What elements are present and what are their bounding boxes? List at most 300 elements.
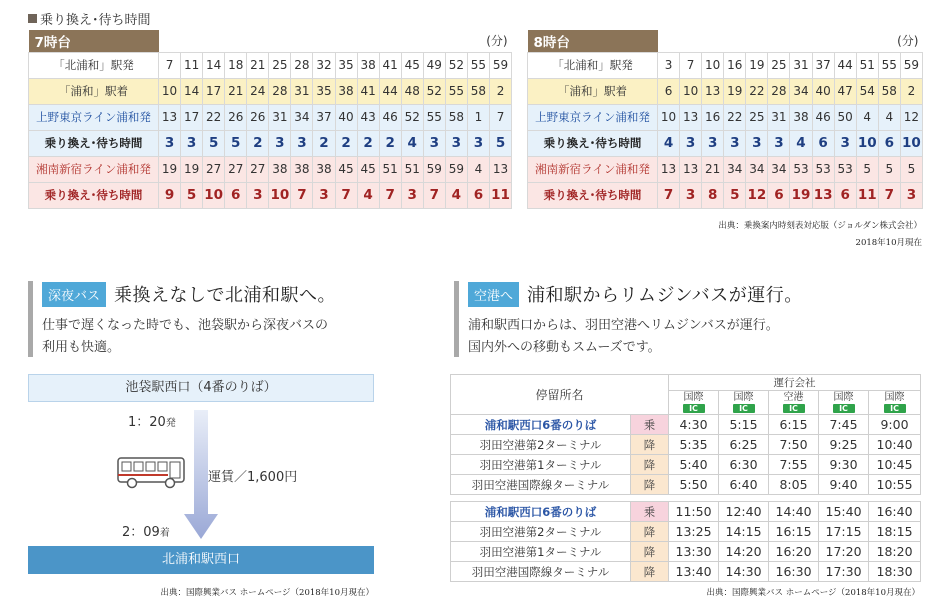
time-cell: 3 bbox=[181, 130, 203, 156]
timetable-date: 2018年10月現在 bbox=[855, 238, 922, 248]
time-cell: 5 bbox=[724, 182, 746, 208]
time-cell: 6:30 bbox=[719, 455, 769, 475]
time-cell: 7 bbox=[658, 182, 680, 208]
time-cell: 14 bbox=[181, 78, 203, 104]
time-cell: 1 bbox=[467, 104, 489, 130]
time-cell: 10 bbox=[159, 78, 181, 104]
time-cell: 17:15 bbox=[819, 522, 869, 542]
time-cell: 5:15 bbox=[719, 415, 769, 435]
time-cell: 10:55 bbox=[869, 475, 921, 495]
time-cell: 6:25 bbox=[719, 435, 769, 455]
alight-mark: 降 bbox=[631, 562, 669, 582]
time-cell: 45 bbox=[335, 156, 357, 182]
stop-row bbox=[451, 415, 921, 435]
row-label: 「浦和」駅着 bbox=[528, 78, 658, 104]
row-label: 上野東京ライン浦和発 bbox=[29, 104, 159, 130]
gap-cell bbox=[451, 495, 921, 502]
time-cell: 38 bbox=[291, 156, 313, 182]
time-cell: 10 bbox=[856, 130, 878, 156]
time-cell: 3 bbox=[768, 130, 790, 156]
time-cell: 4 bbox=[445, 182, 467, 208]
night-bus-badge: 深夜バス bbox=[42, 282, 106, 307]
time-cell: 3 bbox=[834, 130, 856, 156]
time-cell: 17 bbox=[181, 104, 203, 130]
time-cell: 7 bbox=[291, 182, 313, 208]
alight-mark: 降 bbox=[631, 475, 669, 495]
time-cell: 10 bbox=[702, 52, 724, 78]
time-cell: 27 bbox=[225, 156, 247, 182]
time-cell: 58 bbox=[445, 104, 467, 130]
time-cell: 10 bbox=[680, 78, 702, 104]
time-cell: 58 bbox=[878, 78, 900, 104]
time-cell: 37 bbox=[812, 52, 834, 78]
time-cell: 14:30 bbox=[719, 562, 769, 582]
time-cell: 18:15 bbox=[869, 522, 921, 542]
time-cell: 18:20 bbox=[869, 542, 921, 562]
time-cell: 5 bbox=[878, 156, 900, 182]
time-cell: 52 bbox=[401, 104, 423, 130]
stop-row bbox=[451, 562, 921, 582]
row-label: 乗り換え･待ち時間 bbox=[29, 130, 159, 156]
row-urawa-arr bbox=[29, 78, 512, 104]
row-kitaurawa-dep bbox=[528, 52, 923, 78]
time-cell: 59 bbox=[489, 52, 511, 78]
time-cell: 14:20 bbox=[719, 542, 769, 562]
limousine-timetable bbox=[450, 374, 921, 582]
night-bus-feature bbox=[28, 281, 438, 359]
time-cell: 31 bbox=[790, 52, 812, 78]
time-cell: 7 bbox=[335, 182, 357, 208]
airport-body-line2: 国内外への移動もスムーズです。 bbox=[468, 340, 661, 355]
time-cell: 8 bbox=[702, 182, 724, 208]
time-cell: 28 bbox=[291, 52, 313, 78]
stop-name: 浦和駅西口6番のりば bbox=[451, 415, 631, 435]
time-cell: 44 bbox=[834, 52, 856, 78]
time-cell: 19 bbox=[724, 78, 746, 104]
time-cell: 26 bbox=[247, 104, 269, 130]
time-cell: 19 bbox=[181, 156, 203, 182]
board-mark: 乗 bbox=[631, 415, 669, 435]
time-cell: 41 bbox=[379, 52, 401, 78]
time-cell: 21 bbox=[702, 156, 724, 182]
board-mark: 乗 bbox=[631, 502, 669, 522]
row-label: 上野東京ライン浦和発 bbox=[528, 104, 658, 130]
ic-card-icon: IC bbox=[783, 404, 805, 413]
time-cell: 16 bbox=[702, 104, 724, 130]
time-cell: 6 bbox=[225, 182, 247, 208]
time-cell: 34 bbox=[746, 156, 768, 182]
time-cell: 22 bbox=[724, 104, 746, 130]
operator-name: 国際 bbox=[733, 391, 754, 403]
time-cell: 55 bbox=[445, 78, 467, 104]
time-cell: 3 bbox=[702, 130, 724, 156]
row-shonan-dep bbox=[29, 156, 512, 182]
airport-source: 出典：国際興業バス ホームページ（2018年10月現在） bbox=[706, 588, 920, 598]
depart-suffix: 発 bbox=[165, 418, 176, 429]
airport-feature bbox=[454, 281, 924, 359]
time-cell: 38 bbox=[269, 156, 291, 182]
time-cell: 13 bbox=[658, 156, 680, 182]
time-cell: 2 bbox=[357, 130, 379, 156]
ic-card-icon: IC bbox=[884, 404, 906, 413]
time-cell: 7 bbox=[878, 182, 900, 208]
ic-card-icon: IC bbox=[733, 404, 755, 413]
night-bus-body-line1: 仕事で遅くなった時でも、池袋駅から深夜バスの bbox=[42, 318, 329, 333]
time-cell: 40 bbox=[335, 104, 357, 130]
time-cell: 3 bbox=[269, 130, 291, 156]
time-cell: 14:15 bbox=[719, 522, 769, 542]
time-cell: 59 bbox=[445, 156, 467, 182]
time-cell: 55 bbox=[467, 52, 489, 78]
stop-name: 羽田空港第2ターミナル bbox=[451, 435, 631, 455]
time-cell: 16:30 bbox=[769, 562, 819, 582]
time-cell: 10 bbox=[269, 182, 291, 208]
time-cell: 3 bbox=[423, 130, 445, 156]
unit-label: (分) bbox=[897, 34, 919, 49]
time-cell: 34 bbox=[790, 78, 812, 104]
section-title bbox=[28, 9, 151, 28]
time-cell: 58 bbox=[467, 78, 489, 104]
stop-header: 停留所名 bbox=[451, 375, 669, 415]
time-cell: 7 bbox=[423, 182, 445, 208]
arrive-time-value: 2：09 bbox=[122, 525, 160, 540]
night-bus-body-line2: 利用も快適。 bbox=[42, 340, 121, 355]
time-cell: 16:40 bbox=[869, 502, 921, 522]
time-cell: 3 bbox=[680, 130, 702, 156]
time-cell: 3 bbox=[247, 182, 269, 208]
time-cell: 10:40 bbox=[869, 435, 921, 455]
time-cell: 7:45 bbox=[819, 415, 869, 435]
group-gap bbox=[451, 495, 921, 502]
time-cell: 44 bbox=[379, 78, 401, 104]
time-cell: 16:20 bbox=[769, 542, 819, 562]
stop-row bbox=[451, 435, 921, 455]
operator-cell bbox=[769, 391, 819, 415]
time-cell: 28 bbox=[768, 78, 790, 104]
time-cell: 45 bbox=[357, 156, 379, 182]
time-cell: 3 bbox=[900, 182, 922, 208]
alight-mark: 降 bbox=[631, 542, 669, 562]
time-cell: 54 bbox=[856, 78, 878, 104]
row-urawa-arr bbox=[528, 78, 923, 104]
section-title-text: 乗り換え･待ち時間 bbox=[40, 13, 151, 28]
row-ueno-tokyo-dep bbox=[528, 104, 923, 130]
operator-name: 空港 bbox=[783, 391, 804, 403]
time-cell: 4:30 bbox=[669, 415, 719, 435]
time-cell: 16:15 bbox=[769, 522, 819, 542]
time-cell: 4 bbox=[856, 104, 878, 130]
time-cell: 22 bbox=[746, 78, 768, 104]
row-label: 乗り換え･待ち時間 bbox=[528, 182, 658, 208]
row-shonan-dep bbox=[528, 156, 923, 182]
time-cell: 3 bbox=[445, 130, 467, 156]
time-cell: 13 bbox=[680, 104, 702, 130]
time-cell: 4 bbox=[401, 130, 423, 156]
stop-row bbox=[451, 475, 921, 495]
airport-badge: 空港へ bbox=[468, 282, 519, 307]
time-cell: 25 bbox=[269, 52, 291, 78]
time-cell: 7 bbox=[159, 52, 181, 78]
time-cell: 13:30 bbox=[669, 542, 719, 562]
square-bullet-icon bbox=[28, 14, 37, 23]
row-label: 乗り換え･待ち時間 bbox=[29, 182, 159, 208]
time-cell: 34 bbox=[724, 156, 746, 182]
time-cell: 13:25 bbox=[669, 522, 719, 542]
time-cell: 45 bbox=[401, 52, 423, 78]
timetable-8 bbox=[527, 30, 923, 209]
time-cell: 6 bbox=[812, 130, 834, 156]
time-cell: 5 bbox=[181, 182, 203, 208]
time-cell: 31 bbox=[768, 104, 790, 130]
time-cell: 52 bbox=[423, 78, 445, 104]
time-cell: 47 bbox=[834, 78, 856, 104]
time-cell: 22 bbox=[203, 104, 225, 130]
time-cell: 6:40 bbox=[719, 475, 769, 495]
time-cell: 3 bbox=[159, 130, 181, 156]
time-cell: 11:50 bbox=[669, 502, 719, 522]
time-cell: 53 bbox=[790, 156, 812, 182]
time-cell: 10 bbox=[203, 182, 225, 208]
row-label: 乗り換え･待ち時間 bbox=[528, 130, 658, 156]
operator-header: 運行会社 bbox=[669, 375, 921, 391]
time-cell: 4 bbox=[878, 104, 900, 130]
time-cell: 19 bbox=[790, 182, 812, 208]
stop-name: 羽田空港第1ターミナル bbox=[451, 542, 631, 562]
time-cell: 55 bbox=[423, 104, 445, 130]
time-cell: 2 bbox=[900, 78, 922, 104]
time-cell: 9:40 bbox=[819, 475, 869, 495]
row-shonan-wait bbox=[528, 182, 923, 208]
time-cell: 12:40 bbox=[719, 502, 769, 522]
time-cell: 35 bbox=[313, 78, 335, 104]
time-cell: 13 bbox=[812, 182, 834, 208]
time-cell: 32 bbox=[313, 52, 335, 78]
time-cell: 3 bbox=[401, 182, 423, 208]
time-cell: 16 bbox=[724, 52, 746, 78]
ic-card-icon: IC bbox=[683, 404, 705, 413]
time-cell: 19 bbox=[159, 156, 181, 182]
operator-name: 国際 bbox=[833, 391, 854, 403]
time-cell: 17:30 bbox=[819, 562, 869, 582]
time-cell: 21 bbox=[225, 78, 247, 104]
time-cell: 11 bbox=[489, 182, 511, 208]
time-cell: 37 bbox=[313, 104, 335, 130]
time-cell: 15:40 bbox=[819, 502, 869, 522]
row-ueno-tokyo-dep bbox=[29, 104, 512, 130]
time-cell: 3 bbox=[291, 130, 313, 156]
row-shonan-wait bbox=[29, 182, 512, 208]
time-cell: 9:30 bbox=[819, 455, 869, 475]
time-cell: 7:55 bbox=[769, 455, 819, 475]
operator-cell bbox=[819, 391, 869, 415]
unit-label: (分) bbox=[486, 34, 508, 49]
feature-bar bbox=[454, 281, 459, 357]
time-cell: 2 bbox=[379, 130, 401, 156]
row-label: 「北浦和」駅発 bbox=[29, 52, 159, 78]
timetable-7 bbox=[28, 30, 512, 209]
operator-name: 国際 bbox=[683, 391, 704, 403]
stop-row bbox=[451, 522, 921, 542]
time-cell: 38 bbox=[357, 52, 379, 78]
time-cell: 5 bbox=[203, 130, 225, 156]
time-cell: 13 bbox=[489, 156, 511, 182]
time-cell: 24 bbox=[247, 78, 269, 104]
time-cell: 6 bbox=[467, 182, 489, 208]
time-cell: 34 bbox=[768, 156, 790, 182]
alight-mark: 降 bbox=[631, 455, 669, 475]
stop-name: 羽田空港国際線ターミナル bbox=[451, 562, 631, 582]
time-cell: 10 bbox=[658, 104, 680, 130]
time-cell: 5:35 bbox=[669, 435, 719, 455]
time-cell: 10 bbox=[900, 130, 922, 156]
time-cell: 6 bbox=[768, 182, 790, 208]
operator-header-row bbox=[451, 375, 921, 391]
fare: 運賃／1,600円 bbox=[208, 470, 298, 485]
time-cell: 2 bbox=[313, 130, 335, 156]
stop-row bbox=[451, 542, 921, 562]
stop-name: 浦和駅西口6番のりば bbox=[451, 502, 631, 522]
row-label: 湘南新宿ライン浦和発 bbox=[528, 156, 658, 182]
time-cell: 51 bbox=[401, 156, 423, 182]
time-cell: 59 bbox=[900, 52, 922, 78]
time-cell: 13:40 bbox=[669, 562, 719, 582]
time-cell: 17 bbox=[203, 78, 225, 104]
time-cell: 6 bbox=[878, 130, 900, 156]
time-cell: 50 bbox=[834, 104, 856, 130]
time-cell: 41 bbox=[357, 78, 379, 104]
time-cell: 13 bbox=[159, 104, 181, 130]
row-ueno-wait bbox=[528, 130, 923, 156]
operator-name: 国際 bbox=[884, 391, 905, 403]
time-cell: 2 bbox=[247, 130, 269, 156]
time-cell: 31 bbox=[269, 104, 291, 130]
operator-cell bbox=[669, 391, 719, 415]
operator-cell bbox=[869, 391, 921, 415]
time-cell: 4 bbox=[467, 156, 489, 182]
row-label: 「北浦和」駅発 bbox=[528, 52, 658, 78]
time-cell: 18 bbox=[225, 52, 247, 78]
time-cell: 35 bbox=[335, 52, 357, 78]
time-cell: 38 bbox=[335, 78, 357, 104]
time-cell: 53 bbox=[834, 156, 856, 182]
time-cell: 2 bbox=[489, 78, 511, 104]
time-cell: 17:20 bbox=[819, 542, 869, 562]
depart-time bbox=[128, 411, 176, 430]
time-cell: 25 bbox=[746, 104, 768, 130]
alight-mark: 降 bbox=[631, 435, 669, 455]
time-cell: 26 bbox=[225, 104, 247, 130]
time-cell: 5:50 bbox=[669, 475, 719, 495]
time-cell: 5 bbox=[225, 130, 247, 156]
time-cell: 3 bbox=[313, 182, 335, 208]
time-cell: 46 bbox=[812, 104, 834, 130]
arrive-time bbox=[122, 521, 170, 540]
time-cell: 13 bbox=[702, 78, 724, 104]
time-cell: 19 bbox=[746, 52, 768, 78]
timetable-source: 出典：乗換案内時刻表対応版（ジョルダン株式会社） bbox=[718, 221, 922, 231]
time-cell: 38 bbox=[313, 156, 335, 182]
airport-body-line1: 浦和駅西口からは、羽田空港へリムジンバスが運行。 bbox=[468, 318, 779, 333]
time-cell: 31 bbox=[291, 78, 313, 104]
time-cell: 46 bbox=[379, 104, 401, 130]
arrive-suffix: 着 bbox=[159, 528, 170, 539]
time-cell: 7:50 bbox=[769, 435, 819, 455]
stop-name: 羽田空港第2ターミナル bbox=[451, 522, 631, 542]
time-cell: 6:15 bbox=[769, 415, 819, 435]
time-cell: 3 bbox=[658, 52, 680, 78]
time-cell: 14:40 bbox=[769, 502, 819, 522]
row-label: 「浦和」駅着 bbox=[29, 78, 159, 104]
time-cell: 51 bbox=[379, 156, 401, 182]
time-cell: 43 bbox=[357, 104, 379, 130]
depart-time-value: 1：20 bbox=[128, 415, 166, 430]
time-cell: 3 bbox=[746, 130, 768, 156]
time-cell: 9:25 bbox=[819, 435, 869, 455]
time-cell: 3 bbox=[680, 182, 702, 208]
time-cell: 5:40 bbox=[669, 455, 719, 475]
time-cell: 5 bbox=[856, 156, 878, 182]
time-cell: 8:05 bbox=[769, 475, 819, 495]
time-cell: 27 bbox=[247, 156, 269, 182]
stop-row bbox=[451, 455, 921, 475]
time-cell: 4 bbox=[357, 182, 379, 208]
destination-stop: 北浦和駅西口 bbox=[28, 546, 374, 574]
time-cell: 10:45 bbox=[869, 455, 921, 475]
operator-cell bbox=[719, 391, 769, 415]
time-cell: 49 bbox=[423, 52, 445, 78]
origin-stop: 池袋駅西口（4番のりば） bbox=[28, 374, 374, 402]
time-cell: 55 bbox=[878, 52, 900, 78]
time-cell: 9:00 bbox=[869, 415, 921, 435]
hour-label: 8時台 bbox=[528, 30, 658, 52]
time-cell: 7 bbox=[680, 52, 702, 78]
time-cell: 18:30 bbox=[869, 562, 921, 582]
time-cell: 25 bbox=[768, 52, 790, 78]
time-cell: 27 bbox=[203, 156, 225, 182]
time-cell: 3 bbox=[724, 130, 746, 156]
bus-icon bbox=[116, 455, 188, 491]
time-cell: 14 bbox=[203, 52, 225, 78]
time-cell: 12 bbox=[900, 104, 922, 130]
time-cell: 6 bbox=[658, 78, 680, 104]
time-cell: 21 bbox=[247, 52, 269, 78]
time-cell: 2 bbox=[335, 130, 357, 156]
stop-name: 羽田空港国際線ターミナル bbox=[451, 475, 631, 495]
time-cell: 4 bbox=[658, 130, 680, 156]
time-cell: 7 bbox=[379, 182, 401, 208]
ic-card-icon: IC bbox=[833, 404, 855, 413]
time-cell: 53 bbox=[812, 156, 834, 182]
alight-mark: 降 bbox=[631, 522, 669, 542]
timetable-header bbox=[29, 30, 512, 52]
time-cell: 52 bbox=[445, 52, 467, 78]
airport-title: 浦和駅からリムジンバスが運行。 bbox=[527, 285, 803, 306]
row-kitaurawa-dep bbox=[29, 52, 512, 78]
night-bus-source: 出典：国際興業バス ホームページ（2018年10月現在） bbox=[160, 588, 374, 598]
time-cell: 34 bbox=[291, 104, 313, 130]
row-label: 湘南新宿ライン浦和発 bbox=[29, 156, 159, 182]
time-cell: 28 bbox=[269, 78, 291, 104]
time-cell: 7 bbox=[489, 104, 511, 130]
time-cell: 9 bbox=[159, 182, 181, 208]
time-cell: 6 bbox=[834, 182, 856, 208]
time-cell: 5 bbox=[900, 156, 922, 182]
row-ueno-wait bbox=[29, 130, 512, 156]
time-cell: 59 bbox=[423, 156, 445, 182]
stop-row bbox=[451, 502, 921, 522]
hour-label: 7時台 bbox=[29, 30, 159, 52]
time-cell: 12 bbox=[746, 182, 768, 208]
